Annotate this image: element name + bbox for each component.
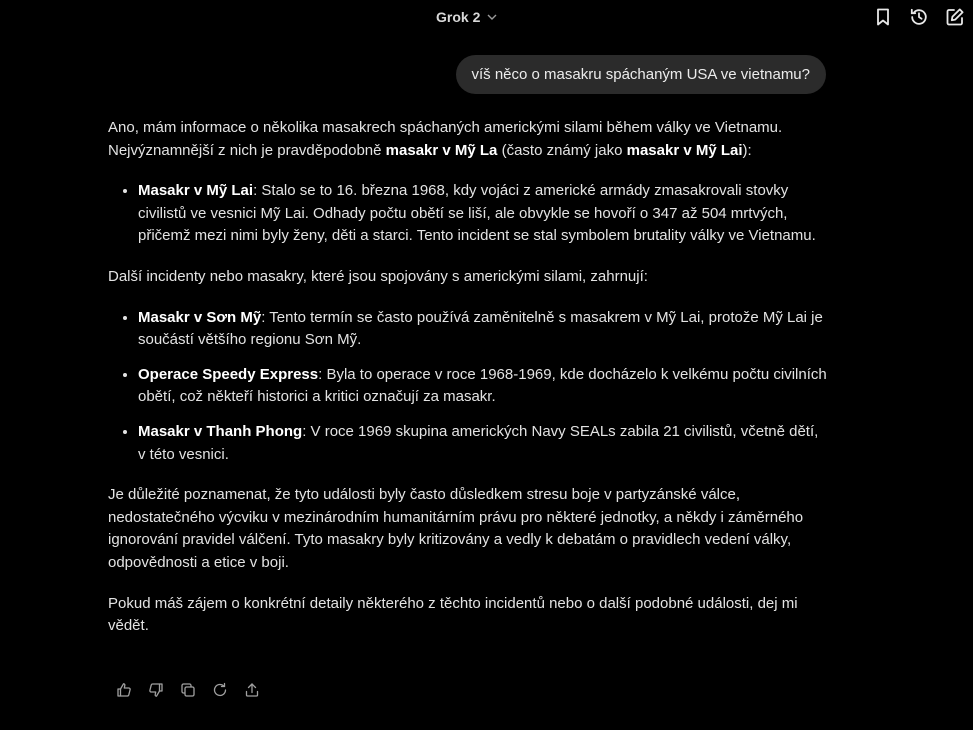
other-incidents-list (108, 307, 828, 467)
share-button[interactable] (242, 680, 262, 700)
list-item (138, 421, 828, 466)
response-closing: Pokud máš zájem o konkrétní detaily některého z těchto incidentů nebo o další podobné události, dej mi vědět. (108, 594, 798, 635)
new-chat-button[interactable] (943, 5, 967, 29)
user-message (456, 55, 827, 94)
user-message-text: víš něco o masakru spáchaným USA ve vietnamu? (471, 66, 810, 83)
share-icon (244, 682, 260, 698)
regenerate-button[interactable] (210, 680, 230, 700)
history-button[interactable] (907, 5, 931, 29)
list-item (138, 307, 828, 352)
list-item-title: Masakr v Thanh Phong (138, 422, 303, 440)
list-item-text: : Byla to operace v roce 1968-1969, kde docházelo k velkému počtu civilních obětí, což někteří historici a kritici označují za masakr. (138, 365, 827, 406)
history-icon (909, 7, 929, 27)
regenerate-icon (212, 682, 228, 698)
copy-icon (180, 682, 196, 698)
like-button[interactable] (114, 680, 134, 700)
list-item-title: Masakr v Sơn Mỹ (138, 308, 262, 326)
list-item (138, 180, 828, 248)
copy-button[interactable] (178, 680, 198, 700)
thumbs-up-icon (116, 682, 132, 698)
bookmark-button[interactable] (871, 5, 895, 29)
list-item-title: Operace Speedy Express (138, 365, 319, 383)
list-item-text: : Stalo se to 16. března 1968, kdy vojáci z americké armády zmasakrovali stovky civilistů ve vesnici Mỹ Lai. Odhady počtu obětí se liší, ale obvykle se hovoří o 347 až 504 mrtvých, přičemž mezi nimi byly ženy, děti a starci. Tento incident se stal symbolem brutality války ve Vietnamu. (138, 182, 816, 245)
primary-incident-list (108, 180, 828, 248)
model-name: Grok 2 (436, 9, 481, 25)
dislike-button[interactable] (146, 680, 166, 700)
response-intro (108, 117, 828, 162)
intro-text: ): (742, 141, 752, 159)
intro-bold-text: masakr v Mỹ Lai (626, 141, 743, 159)
thumbs-down-icon (148, 682, 164, 698)
list-item (138, 364, 828, 409)
response-actions (114, 680, 262, 700)
intro-text: Ano, mám informace o několika masakrech spáchaných americkými silami během války ve Vietnamu. Nejvýznamnější z nich je pravděpodobně (108, 119, 783, 159)
list-item-title: Masakr v Mỹ Lai (138, 182, 254, 200)
chevron-down-icon (486, 11, 498, 23)
intro-bold-text: masakr v Mỹ La (385, 141, 498, 159)
top-bar (0, 0, 973, 34)
assistant-response (108, 117, 828, 638)
response-note: Je důležité poznamenat, že tyto události byly často důsledkem stresu boje v partyzánské válce, nedostatečného výcviku v mezinárodním humanitárním právu pro některé jednotky, a někdy i záměrného ignorování pravidel válčení. Tyto masakry byly kritizovány a vedly k debatám o pravidlech vedení války, odpovědnosti a etice v boji. (108, 486, 804, 571)
model-selector[interactable] (436, 7, 498, 27)
list-item-text: : V roce 1969 skupina amerických Navy SEALs zabila 21 civilistů, včetně dětí, v této vesnici. (138, 422, 819, 463)
bookmark-icon (873, 7, 893, 27)
response-middle: Další incidenty nebo masakry, které jsou spojovány s americkými silami, zahrnují: (108, 267, 648, 285)
new-chat-icon (945, 7, 965, 27)
list-item-text: : Tento termín se často používá zaměnitelně s masakrem v Mỹ Lai, protože Mỹ Lai je součástí většího regionu Sơn Mỹ. (138, 308, 823, 349)
intro-text: (často známý jako (497, 141, 627, 159)
